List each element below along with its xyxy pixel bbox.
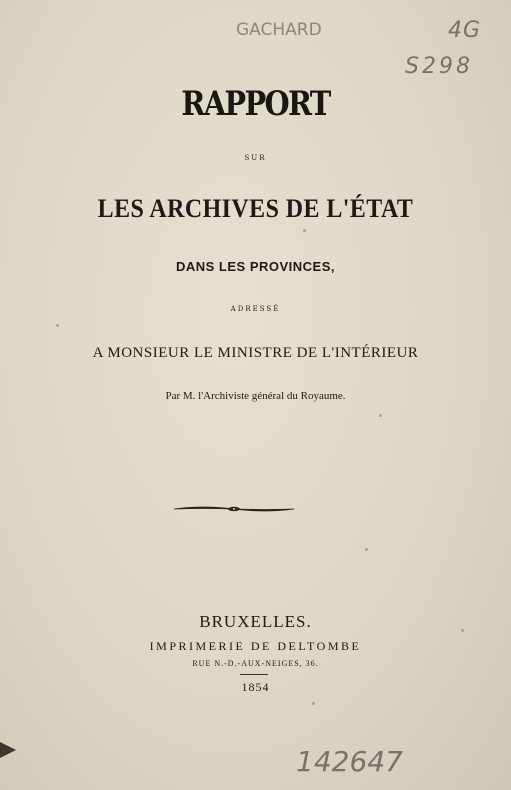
title-preposition: SUR <box>244 154 267 162</box>
imprint-street: RUE N.-D.-AUX-NEIGES, 36. <box>192 659 319 668</box>
pencil-shelf-mark-top: 4G <box>448 18 482 43</box>
imprint-printer: IMPRIMERIE DE DELTOMBE <box>149 639 362 653</box>
addressee: A MONSIEUR LE MINISTRE DE L'INTÉRIEUR <box>92 345 419 361</box>
pencil-author-note: GACHARD <box>236 20 322 40</box>
author-byline: Par M. l'Archiviste général du Royaume. <box>165 390 346 402</box>
document-title: RAPPORT <box>181 84 330 124</box>
paper-fleck <box>303 229 306 232</box>
addressed-label: ADRESSÉ <box>230 305 281 313</box>
pencil-shelf-mark-bottom: S298 <box>405 54 473 79</box>
imprint-rule <box>240 674 268 675</box>
paper-fleck <box>312 702 315 705</box>
paper-fleck <box>379 414 382 417</box>
document-subject: LES ARCHIVES DE L'ÉTAT <box>97 194 414 223</box>
pencil-inventory-number: 142647 <box>296 745 403 778</box>
paper-fleck <box>56 324 59 327</box>
subject-provinces: DANS LES PROVINCES, <box>175 259 336 274</box>
ornamental-rule-icon <box>172 504 296 514</box>
page-edge-tab <box>0 742 16 758</box>
paper-fleck <box>365 548 368 551</box>
imprint-city: BRUXELLES. <box>199 612 312 631</box>
paper-fleck <box>461 629 464 632</box>
imprint-year: 1854 <box>241 680 270 694</box>
